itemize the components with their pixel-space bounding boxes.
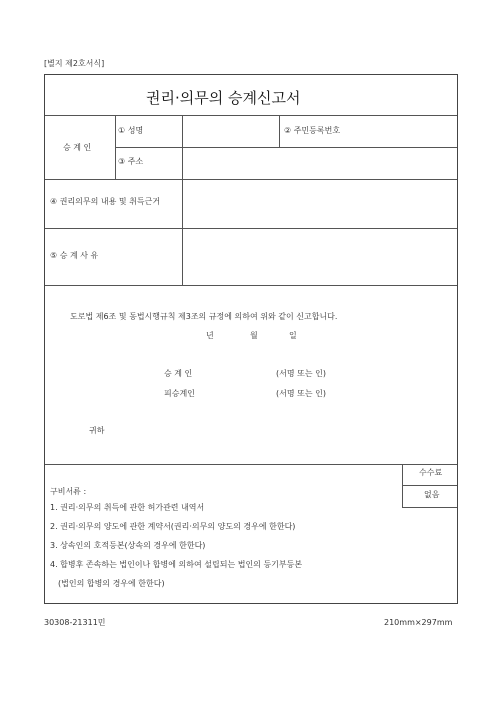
successor-sign: (서명 또는 인) <box>276 369 326 378</box>
address-field[interactable] <box>183 148 456 176</box>
id-number-label: ② 주민등록번호 <box>284 126 341 135</box>
page-title: 권리·의무의 승계신고서 <box>146 89 301 107</box>
name-label: ① 성명 <box>118 126 144 135</box>
fee-value: 없음 <box>424 490 440 499</box>
divider <box>45 464 457 465</box>
document-item: 3. 상속인의 호적등본(상속의 경우에 한한다) <box>50 541 206 550</box>
document-item: 1. 권리·의무의 취득에 관한 허가관련 내역서 <box>50 503 205 512</box>
address-label: ③ 주소 <box>118 157 144 166</box>
document-item: 4. 합병후 존속하는 법인이나 합병에 의하여 설립되는 법인의 등기부등본 <box>50 560 303 569</box>
addressee: 귀하 <box>89 426 105 435</box>
year-label: 년 <box>206 331 214 340</box>
divider <box>402 507 457 508</box>
rights-content-label: ④ 권리의무의 내용 및 취득근거 <box>50 197 161 206</box>
document-item-continuation: (법인의 합병의 경우에 한한다) <box>58 579 165 588</box>
month-label: 월 <box>250 331 258 340</box>
documents-heading: 구비서류 : <box>50 487 87 496</box>
divider <box>115 115 116 179</box>
name-field[interactable] <box>183 116 276 144</box>
reason-label: ⑤ 승 계 사 유 <box>50 251 99 260</box>
rights-content-field[interactable] <box>183 180 456 225</box>
divider <box>402 464 403 507</box>
id-number-field[interactable] <box>403 116 456 144</box>
form-number: [별지 제2호서식] <box>44 59 105 68</box>
paper-size: 210mm×297mm <box>384 618 453 627</box>
divider <box>402 485 457 486</box>
predecessor-sign: (서명 또는 인) <box>276 389 326 398</box>
divider <box>279 115 280 147</box>
fee-label: 수수료 <box>419 468 443 477</box>
applicant-label: 승 계 인 <box>63 143 92 152</box>
reason-field[interactable] <box>183 229 456 282</box>
declaration-text: 도로법 제6조 및 동법시행규칙 제3조의 규정에 의하여 위와 같이 신고합니다. <box>70 312 338 321</box>
predecessor-label: 피승계인 <box>164 389 195 398</box>
form-code: 30308-21311민 <box>44 618 106 627</box>
successor-label: 승 계 인 <box>164 369 193 378</box>
document-item: 2. 권리·의무의 양도에 관한 계약서(권리·의무의 양도의 경우에 한한다) <box>50 522 296 531</box>
divider <box>45 285 457 286</box>
day-label: 일 <box>289 331 297 340</box>
